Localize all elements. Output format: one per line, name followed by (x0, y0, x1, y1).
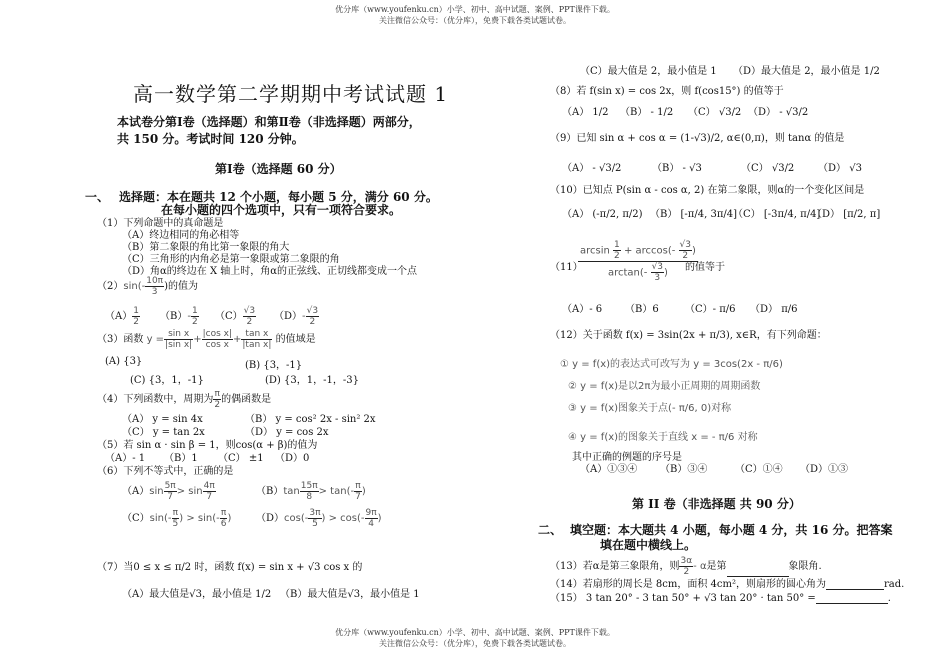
q12-option-c: （C）①④ (735, 464, 783, 475)
q10-option-d: （D） [π/2, π] (812, 209, 881, 220)
q11-stem-suffix: 的值等于 (685, 262, 725, 273)
q2-option-a: （A） $\frac{1}{2}$ (105, 306, 139, 327)
q6-option-b: （B）tan $\frac{15\pi}{8}$ > tan(- $\frac{\pi}{7}$ ) (256, 481, 366, 502)
q9-option-c: （C） √3/2 (741, 163, 795, 174)
section2-line-2: 填在题中横线上。 (600, 538, 697, 552)
q9-option-b: （B） - √3 (652, 163, 702, 174)
q3-option-c: (C) {3，1，-1} (130, 375, 204, 386)
q6-option-d: （D）cos(- $\frac{3\pi}{5}$ ) > cos(- $\frac{9\pi}{4}$ ) (256, 508, 382, 529)
q11-option-c: （C）- π/6 (685, 304, 736, 315)
q12-option-b: （B）③④ (660, 464, 708, 475)
q6-option-c: （C）sin(- $\frac{\pi}{5}$ ) > sin(- $\frac{\pi}{6}$ ) (122, 508, 232, 529)
q9-stem: （9）已知 sin α + cos α = (1-√3)/2, α∈(0,π)，则 tanα 的值是 (550, 133, 845, 144)
q1-option-d: （D）角α的终边在 X 轴上时，角α的正弦线、正切线都变成一个点 (122, 266, 417, 277)
q7-option-d: （D）最大值是 2，最小值是 1/2 (733, 66, 880, 77)
q7-option-c: （C）最大值是 2，最小值是 1 (580, 66, 717, 77)
q4-option-b: （B） y = cos² 2x - sin² 2x (245, 414, 376, 425)
q8-option-d: （D） - √3/2 (748, 107, 809, 118)
intro-line-1: 本试卷分第Ⅰ卷（选择题）和第Ⅱ卷（非选择题）两部分， (117, 115, 421, 129)
q2-option-c: （C） $\frac{√3}{2}$ (215, 306, 256, 327)
q8-option-c: （C） √3/2 (688, 107, 742, 118)
q7-option-a: （A）最大值是√3，最小值是 1/2 (122, 589, 272, 600)
q11-option-d: （D） π/6 (750, 304, 798, 315)
q5-option-a: （A）- 1 (105, 453, 146, 464)
q1-option-c: （C）三角形的内角必是第一象限或第二象限的角 (122, 254, 340, 265)
q3-option-a: (A) {3} (105, 356, 143, 367)
q12-proposition-2: ② y = f(x)是以2π为最小正周期的周期函数 (568, 381, 761, 392)
part1-title: 第Ⅰ卷（选择题 60 分） (215, 162, 342, 176)
header-line-2: 关注微信公众号：（优分库），免费下载各类试题试卷。 (379, 16, 571, 25)
section1-number: 一、 (85, 190, 110, 204)
q1-stem: （1）下列命题中的真命题是 (97, 218, 224, 229)
q5-option-d: （D）0 (275, 453, 310, 464)
q12-tail: 其中正确的例题的序号是 (572, 452, 682, 463)
q12-proposition-1: ① y = f(x)的表达式可改写为 y = 3cos(2x - π/6) (560, 359, 783, 370)
q3-option-b: (B) {3，-1} (245, 360, 303, 371)
q9-option-a: （A） - √3/2 (562, 163, 622, 174)
q10-option-c: （C） [-3π/4, π/4] (733, 209, 821, 220)
q12-option-a: （A）①③④ (580, 464, 638, 475)
q12-stem: （12）关于函数 f(x) = 3sin(2x + π/3), x∈R，有下列命题： (550, 330, 827, 341)
q2-option-d: （D）- $\frac{√3}{2}$ (274, 306, 319, 327)
q7-stem: （7）当0 ≤ x ≤ π/2 时，函数 f(x) = sin x + √3 cos x 的 (97, 562, 363, 573)
q5-stem: （5）若 sin α · sin β = 1，则cos(α + β)的值为 (97, 440, 318, 451)
q3-stem: （3）函数 y = $\frac{\text{sin x}}{\text{|sin x|}}$ + $\frac{\text{|cos x|}}{\text{cos x}}$ + $\frac{\text{tan x}}{\text{|tan x|}}$ 的值域是 (97, 329, 316, 350)
q7-option-b: （B）最大值是√3，最小值是 1 (280, 589, 420, 600)
q12-proposition-4: ④ y = f(x)的图象关于直线 x = - π/6 对称 (568, 432, 758, 443)
q5-option-b: （B）1 (164, 453, 198, 464)
q6-stem: （6）下列不等式中，正确的是 (97, 466, 234, 477)
section1-line-1: 选择题：本在题共 12 个小题，每小题 5 分，满分 60 分。 (119, 190, 438, 204)
part2-title: 第 II 卷（非选择题 共 90 分） (632, 497, 801, 511)
section2-number: 二、 (538, 523, 563, 537)
section2-line-1: 填空题：本大题共 4 小题，每小题 4 分，共 16 分。把答案 (570, 523, 893, 537)
q2-stem: （2）sin(- $\frac{10\pi}{3}$ )的值为 (97, 276, 198, 297)
q2-option-b: （B）- $\frac{1}{2}$ (160, 306, 198, 327)
q12-option-d: （D）①③ (800, 464, 849, 475)
q4-stem: （4）下列函数中，周期为 $\frac{\pi}{2}$ 的偶函数是 (97, 389, 272, 410)
q5-option-c: （C） ±1 (218, 453, 264, 464)
q11-option-b: （B）6 (625, 304, 659, 315)
q1-option-a: （A）终边相同的角必相等 (122, 230, 240, 241)
q6-option-a: （A）sin $\frac{5\pi}{7}$ > sin $\frac{4\pi}{7}$ (122, 481, 215, 502)
q9-option-d: （D） √3 (818, 163, 862, 174)
q11-expression: arcsin $\frac{1}{2}$ + arccos(- $\frac{√3}{2}$ ) arctan(- $\frac{√3}{3}$ ) (580, 240, 696, 283)
q4-option-d: （D） y = cos 2x (245, 427, 329, 438)
q4-option-a: （A） y = sin 4x (122, 414, 203, 425)
q15: （15） 3 tan 20° - 3 tan 50° + √3 tan 20° · tan 50° = . (550, 593, 891, 604)
q3-option-d: (D) {3，1，-1，-3} (265, 375, 359, 386)
page-title: 高一数学第二学期期中考试试题 1 (133, 82, 449, 106)
q10-stem: （10）已知点 P(sin α - cos α, 2) 在第二象限，则α的一个变化区间是 (550, 185, 865, 196)
q10-option-a: （A） (-π/2, π/2) (562, 209, 643, 220)
q8-stem: （8）若 f(sin x) = cos 2x，则 f(cos15°) 的值等于 (550, 86, 784, 97)
footer-line-2: 关注微信公众号：（优分库），免费下载各类试题试卷。 (379, 639, 571, 648)
q10-option-b: （B） [-π/4, 3π/4] (650, 209, 738, 220)
footer-line-1: 优分库（www.youfenku.cn）小学、初中、高中试题、案例、PPT课件下载。 (335, 628, 615, 637)
q4-option-c: （C） y = tan 2x (122, 427, 205, 438)
q1-option-b: （B）第二象限的角比第一象限的角大 (122, 242, 290, 253)
header-line-1: 优分库（www.youfenku.cn）小学、初中、高中试题、案例、PPT课件下载。 (335, 5, 615, 14)
q12-proposition-3: ③ y = f(x)图象关于点(- π/6, 0)对称 (568, 403, 732, 414)
q11-option-a: （A）- 6 (562, 304, 603, 315)
section1-line-2: 在每小题的四个选项中，只有一项符合要求。 (161, 203, 402, 217)
intro-line-2: 共 150 分。考试时间 120 分钟。 (117, 132, 304, 146)
q8-option-b: （B） - 1/2 (620, 107, 674, 118)
q11-stem-prefix: （11） (550, 262, 583, 273)
q8-option-a: （A） 1/2 (562, 107, 609, 118)
q13: （13）若α是第三象限角，则 $\frac{3\alpha}{2}$ - α是第 象限角. (550, 556, 822, 577)
q14: （14）若扇形的周长是 8cm，面积 4cm²，则扇形的圆心角为 rad. (550, 579, 905, 590)
